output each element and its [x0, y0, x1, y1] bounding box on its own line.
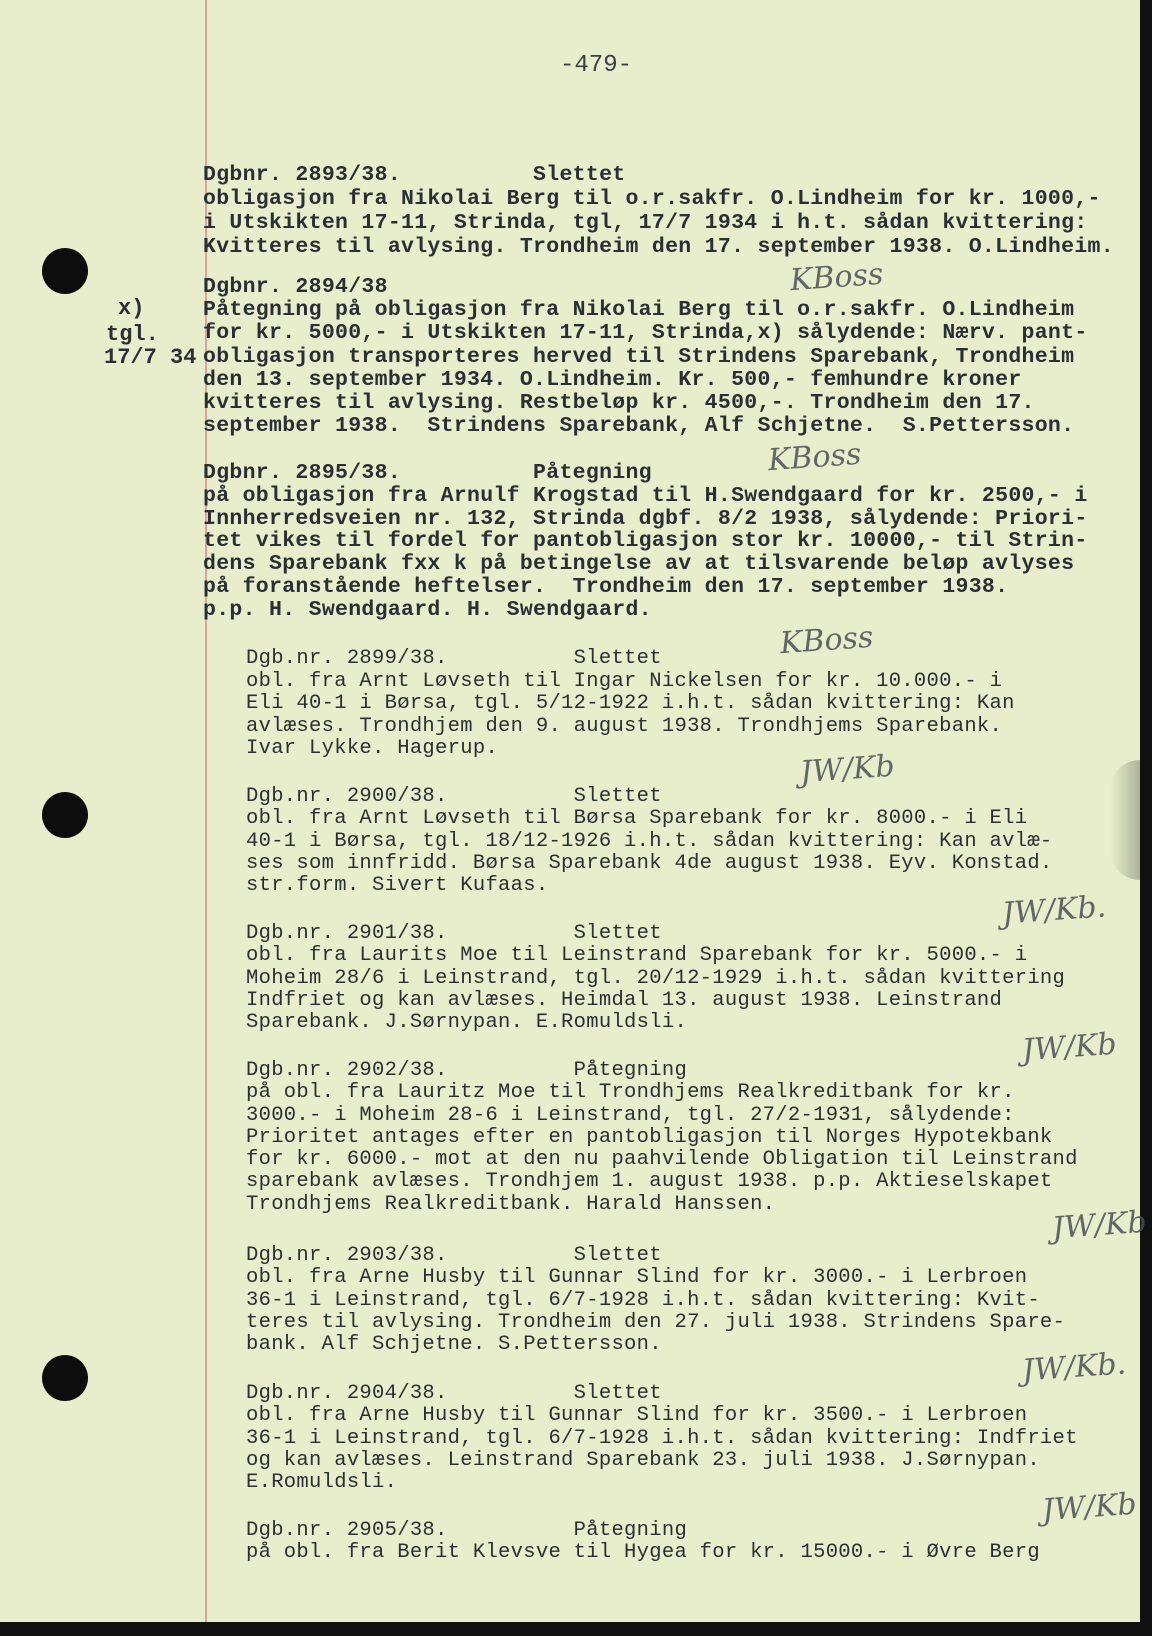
entry-text-line: Ivar Lykke. Hagerup.: [246, 737, 499, 760]
entry-text-line: og kan avlæses. Leinstrand Sparebank 23. juli 1938. J.Sørnypan.: [246, 1448, 1040, 1472]
margin-note: tgl.: [106, 322, 159, 347]
entry-text-line: dens Sparebank fxx k på betingelse av at tilsvarende beløp avlyses: [203, 552, 1075, 577]
register-entry: [246, 923, 1065, 1034]
entry-heading: Dgb.nr. 2903/38. Slettet: [246, 1244, 662, 1267]
entry-heading: Dgbnr. 2895/38. Påtegning: [203, 461, 652, 485]
handwritten-initials: JW/Kb.: [1020, 1346, 1128, 1389]
entry-text-line: på foranstående heftelser. Trondheim den 17. september 1938.: [203, 574, 1009, 599]
punch-hole: [42, 1355, 88, 1401]
entry-text-line: obl. fra Laurits Moe til Leinstrand Sparebank for kr. 5000.- i: [246, 944, 1028, 968]
punch-hole: [42, 248, 88, 294]
handwritten-initials: JW/Kb: [1040, 1486, 1138, 1529]
entry-heading: Dgb.nr. 2902/38. Påtegning: [246, 1059, 688, 1082]
punch-hole: [42, 792, 88, 838]
entry-text-line: sparebank avlæses. Trondhjem 1. august 1938. p.p. Aktieselskapet: [246, 1170, 1053, 1194]
handwritten-initials: KBoss: [778, 619, 875, 662]
entry-text-line: obligasjon fra Nikolai Berg til o.r.sakfr. O.Lindheim for kr. 1000,-: [203, 187, 1101, 211]
entry-text-line: ses som innfridd. Børsa Sparebank 4de august 1938. Eyv. Konstad.: [246, 851, 1053, 875]
handwritten-initials: KBoss: [788, 256, 885, 299]
entry-text-line: i Utskikten 17-11, Strinda, tgl, 17/7 1934 i h.t. sådan kvittering:: [203, 211, 1088, 235]
entry-text-line: obligasjon transporteres herved til Strindens Sparebank, Trondheim: [203, 344, 1075, 369]
entry-text-line: bank. Alf Schjetne. S.Pettersson.: [246, 1333, 662, 1357]
entry-heading: Dgb.nr. 2904/38. Slettet: [246, 1382, 662, 1405]
entry-text-line: for kr. 6000.- mot at den nu paahvilende Obligation til Leinstrand: [246, 1148, 1078, 1172]
entry-heading: Dgb.nr. 2900/38. Slettet: [246, 785, 662, 808]
entry-text-line: avlæses. Trondhjem den 9. august 1938. Trondhjems Sparebank.: [246, 714, 1003, 738]
handwritten-initials: KBoss: [766, 436, 863, 479]
register-entry: [246, 648, 1015, 761]
register-entry: [203, 276, 1088, 438]
entry-text-line: på obl. fra Lauritz Moe til Trondhjems Realkreditbank for kr.: [246, 1081, 1015, 1105]
entry-heading: Dgb.nr. 2901/38. Slettet: [246, 922, 662, 945]
entry-heading: Dgbnr. 2894/38: [203, 275, 388, 299]
handwritten-initials: JW/Kb.: [1000, 889, 1108, 932]
entry-text-line: obl. fra Arne Husby til Gunnar Slind for kr. 3000.- i Lerbroen: [246, 1266, 1028, 1290]
scan-edge: [1140, 0, 1152, 1636]
page-number: -479-: [560, 52, 633, 79]
entry-text-line: Kvitteres til avlysing. Trondheim den 17. september 1938. O.Lindheim.: [203, 235, 1114, 259]
entry-text-line: september 1938. Strindens Sparebank, Alf Schjetne. S.Pettersson.: [203, 414, 1075, 439]
entry-text-line: teres til avlysing. Trondheim den 27. juli 1938. Strindens Spare-: [246, 1310, 1066, 1334]
register-entry: [246, 1520, 1040, 1565]
register-entry: [203, 462, 1088, 622]
entry-text-line: på obligasjon fra Arnulf Krogstad til H.Swendgaard for kr. 2500,- i: [203, 483, 1088, 508]
scan-edge: [0, 1622, 1152, 1636]
entry-text-line: Sparebank. J.Sørnypan. E.Romuldsli.: [246, 1011, 688, 1035]
entry-text-line: str.form. Sivert Kufaas.: [246, 874, 549, 898]
entry-text-line: Påtegning på obligasjon fra Nikolai Berg til o.r.sakfr. O.Lindheim: [203, 298, 1075, 323]
register-entry: [203, 163, 1114, 259]
page-fold: [1110, 760, 1140, 880]
entry-text-line: 40-1 i Børsa, tgl. 18/12-1926 i.h.t. sådan kvittering: Kan avlæ-: [246, 829, 1053, 853]
entry-text-line: obl. fra Arne Husby til Gunnar Slind for kr. 3500.- i Lerbroen: [246, 1404, 1028, 1428]
entry-text-line: E.Romuldsli.: [246, 1471, 398, 1495]
entry-text-line: obl. fra Arnt Løvseth til Ingar Nickelsen for kr. 10.000.- i: [246, 669, 1003, 693]
handwritten-initials: JW/Kb: [798, 748, 896, 791]
entry-text-line: Innherredsveien nr. 132, Strinda dgbf. 8/2 1938, sålydende: Priori-: [203, 506, 1088, 531]
entry-text-line: Trondhjems Realkreditbank. Harald Hanssen.: [246, 1192, 776, 1216]
entry-text-line: obl. fra Arnt Løvseth til Børsa Sparebank for kr. 8000.- i Eli: [246, 807, 1028, 831]
register-entry: [246, 1060, 1078, 1216]
handwritten-initials: JW/Kb: [1020, 1026, 1118, 1069]
entry-heading: Dgbnr. 2893/38. Slettet: [203, 163, 626, 187]
entry-text-line: Eli 40-1 i Børsa, tgl. 5/12-1922 i.h.t. sådan kvittering: Kan: [246, 692, 1015, 715]
entry-text-line: 3000.- i Moheim 28-6 i Leinstrand, tgl. 27/2-1931, sålydende:: [246, 1103, 1015, 1127]
entry-text-line: tet vikes til fordel for pantobligasjon stor kr. 10000,- til Strin-: [203, 529, 1088, 554]
entry-text-line: for kr. 5000,- i Utskikten 17-11, Strinda,x) sålydende: Nærv. pant-: [203, 321, 1088, 346]
entry-heading: Dgb.nr. 2899/38. Slettet: [246, 647, 662, 670]
register-entry: [246, 786, 1053, 897]
entry-text-line: 36-1 i Leinstrand, tgl. 6/7-1928 i.h.t. sådan kvittering: Kvit-: [246, 1288, 1040, 1312]
entry-text-line: kvitteres til avlysing. Restbeløp kr. 4500,-. Trondheim den 17.: [203, 391, 1035, 416]
entry-text-line: den 13. september 1934. O.Lindheim. Kr. 500,- femhundre kroner: [203, 367, 1022, 392]
margin-note: 17/7 34: [104, 345, 197, 370]
register-entry: [246, 1245, 1065, 1356]
margin-note: x): [118, 296, 145, 321]
entry-text-line: Indfriet og kan avlæses. Heimdal 13. august 1938. Leinstrand: [246, 988, 1003, 1012]
register-entry: [246, 1383, 1078, 1494]
entry-text-line: 36-1 i Leinstrand, tgl. 6/7-1928 i.h.t. sådan kvittering: Indfriet: [246, 1426, 1078, 1450]
entry-text-line: p.p. H. Swendgaard. H. Swendgaard.: [203, 597, 652, 622]
entry-text-line: på obl. fra Berit Klevsve til Hygea for kr. 15000.- i Øvre Berg: [246, 1541, 1040, 1565]
entry-text-line: Moheim 28/6 i Leinstrand, tgl. 20/12-1929 i.h.t. sådan kvittering: [246, 966, 1066, 990]
handwritten-initials: JW/Kb: [1050, 1204, 1148, 1247]
entry-heading: Dgb.nr. 2905/38. Påtegning: [246, 1519, 688, 1542]
entry-text-line: Prioritet antages efter en pantobligasjon til Norges Hypotekbank: [246, 1125, 1053, 1149]
